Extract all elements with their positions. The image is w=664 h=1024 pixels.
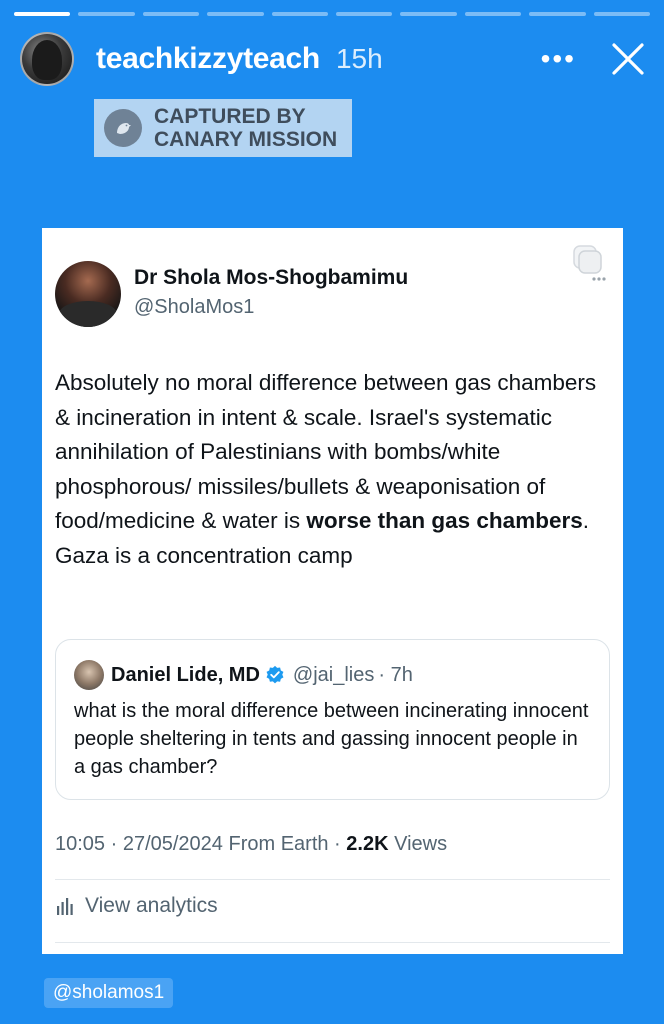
progress-segment — [529, 12, 585, 16]
tweet-text: Absolutely no moral difference between gas chambers & incineration in intent & scale. Israel's systematic annihilation of Palestinians with bombs/white phosphorous/ missiles/bullets & weaponisation of food/medicine & water is worse than gas chambers. Gaza is a concentration camp — [55, 370, 597, 568]
quoted-tweet[interactable] — [55, 639, 610, 800]
progress-segment — [207, 12, 263, 16]
divider — [55, 942, 610, 943]
progress-segment — [14, 12, 70, 16]
story-progress-bar — [14, 12, 650, 16]
tweet-author — [55, 261, 408, 327]
quote-text: what is the moral difference between incinerating innocent people sheltering in tents and gassing innocent people in a gas chamber? — [74, 700, 589, 778]
progress-segment — [400, 12, 456, 16]
view-analytics-button[interactable] — [55, 894, 218, 918]
view-analytics-label: View analytics — [85, 894, 218, 917]
views-label: Views — [388, 833, 448, 855]
verified-badge-icon — [265, 665, 285, 685]
mention-sticker[interactable]: @sholamos1 — [44, 978, 173, 1008]
story-header — [20, 30, 646, 88]
quote-author-handle[interactable]: @jai_lies — [292, 663, 375, 686]
story-avatar[interactable] — [20, 32, 74, 86]
quote-time: · 7h — [378, 663, 413, 686]
tweet-meta — [55, 833, 447, 856]
quote-author-name[interactable]: Daniel Lide, MD — [111, 663, 260, 686]
progress-segment — [594, 12, 650, 16]
author-handle[interactable]: @SholaMos1 — [134, 296, 255, 318]
progress-segment — [143, 12, 199, 16]
quote-avatar[interactable] — [74, 660, 104, 690]
views-count: 2.2K — [346, 833, 389, 855]
analytics-icon — [55, 896, 75, 916]
divider — [55, 879, 610, 880]
canary-bird-icon — [104, 109, 142, 147]
stamp-line-1: CAPTURED BY — [154, 105, 306, 128]
progress-segment — [336, 12, 392, 16]
tweet-card — [42, 228, 623, 954]
tweet-text-bold: worse than gas chambers — [306, 508, 583, 533]
progress-segment — [78, 12, 134, 16]
tweet-timestamp: 10:05 · 27/05/2024 From Earth · — [55, 833, 347, 855]
copy-icon[interactable] — [573, 244, 607, 284]
canary-mission-stamp — [94, 99, 352, 157]
story-time: 15h — [335, 43, 383, 74]
author-avatar[interactable] — [55, 261, 121, 327]
author-name[interactable]: Dr Shola Mos-Shogbamimu — [134, 266, 409, 289]
stamp-line-2: CANARY MISSION — [154, 128, 338, 151]
more-icon[interactable]: ••• — [540, 43, 576, 74]
close-icon[interactable] — [610, 41, 646, 77]
progress-segment — [272, 12, 328, 16]
story-username[interactable]: teachkizzyteach — [96, 42, 320, 75]
progress-segment — [465, 12, 521, 16]
